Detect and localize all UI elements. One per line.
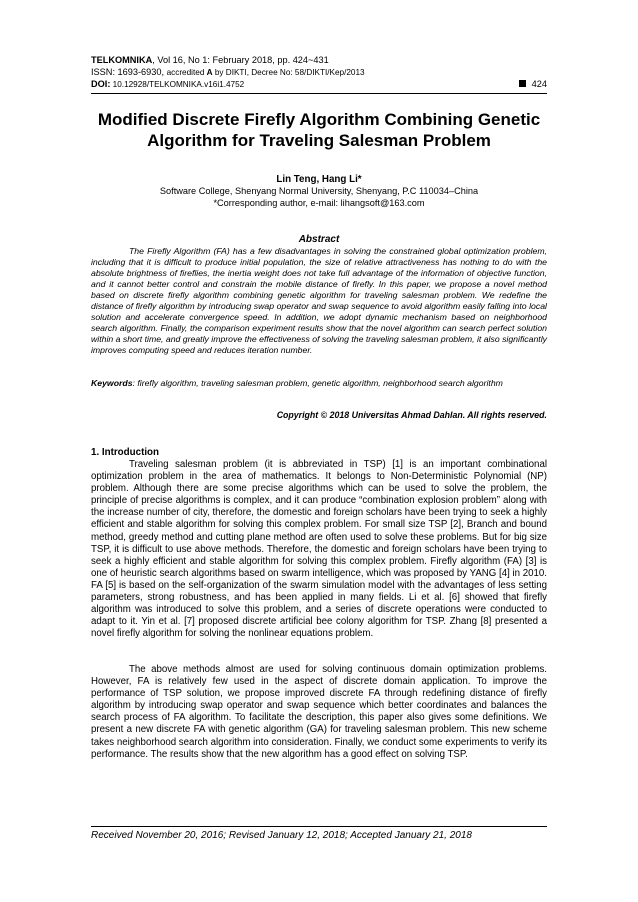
journal-name: TELKOMNIKA [91,55,153,65]
volume-info: , Vol 16, No 1: February 2018, pp. 424~431 [152,55,329,65]
keywords-label: Keywords [91,378,133,388]
doi-value: 10.12928/TELKOMNIKA.v16i1.4752 [110,80,245,89]
doi-line [91,79,547,90]
accredited-grade: A [206,68,213,77]
abstract-text: The Firefly Algorithm (FA) has a few disadvantages in solving the constrained global optimization problem, including that it is difficult to produce initial population, the size of relative attractiveness has nothing to do with the absolute brightness of fireflies, the inertia weight does not take full advantage of the information of objective function, and it cannot better control and constrain the mobile distance of firefly. In this paper, we propose a novel method based on discrete firefly algorithm combining genetic algorithm for traveling salesman problem. We redefine the distance of firefly algorithm by introducing swap operator and swap sequence to avoid algorithm easily falling into local solution and accelerate convergence speed. In addition, we adopt dynamic mechanism based on neighborhood search algorithm. Finally, the comparison experiment results show that the novel algorithm can search perfect solution within a short time, and greatly improve the effectiveness of solving the traveling salesman problem, it also significantly improves computing speed and reduces iteration number. [91,246,547,355]
accredited-label: accredited [166,68,207,77]
authors: Lin Teng, Hang Li* [276,174,362,185]
page-number-block [519,79,547,90]
square-bullet-icon [519,80,526,87]
section-heading-introduction: 1. Introduction [91,447,160,458]
abstract-heading: Abstract [298,234,340,245]
corresponding-author: *Corresponding author, e-mail: lihangsoft@163.com [213,197,425,208]
issn: ISSN: 1693-6930, [91,67,167,77]
issn-line [91,67,547,78]
intro-paragraph-1: Traveling salesman problem (it is abbreviated in TSP) [1] is an important combinational optimization problem in the area of mathematics. It belongs to Non-Deterministic Polynomial (NP) problem. Although there are some precise algorithms which can be used to solve the problem, the principle of precise algorithms is complex, and it can produce “combination explosion problem” along with the increase number of city, therefore, the domestic and foreign scholars have been trying to seek a highly efficient and stable algorithm for solving this complex problem. For small size TSP [2], Branch and bound method, greedy method and cutting plane method are often used to solve these problems. But for big size TSP, it is difficult to use above methods. Therefore, the domestic and foreign scholars have been trying to seek a highly efficient and stable algorithm for solving this complex problem. Firefly algorithm (FA) [3] is one of heuristic search algorithms based on swarm intelligence, which was proposed by YANG [4] in 2010. FA [5] is based on the self-organization of the swarm simulation model with the advantages of less setting parameters, strong robustness, and has been applied in many fields. Li et al. [6] showed that firefly algorithm was introduced to solve this problem, and a series of discrete operations were conducted to adapt to it. Yin et al. [7] proposed discrete artificial bee colony algorithm for TSP. Zhang [8] presented a novel firefly algorithm for solving the nonlinear equations problem. [91,459,547,640]
keywords-text: : firefly algorithm, traveling salesman problem, genetic algorithm, neighborhood search algorithm [132,378,503,388]
received-dates: Received November 20, 2016; Revised January 12, 2018; Accepted January 21, 2018 [91,830,472,841]
page-number: 424 [531,79,547,89]
journal-header-line [91,55,547,66]
paper-title: Modified Discrete Firefly Algorithm Combining Genetic Algorithm for Traveling Salesman Problem [97,110,541,150]
copyright-notice: Copyright © 2018 Universitas Ahmad Dahlan. All rights reserved. [276,410,547,420]
keywords [91,378,511,389]
header-rule [91,93,547,94]
footer-rule [91,826,547,827]
accredited-detail: by DIKTI, Decree No: 58/DIKTI/Kep/2013 [212,68,365,77]
intro-paragraph-2: The above methods almost are used for solving continuous domain optimization problems. However, FA is relatively few used in the aspect of discrete domain application. To improve the performance of TSP solution, we propose improved discrete FA through redefining distance of firefly algorithm by introducing swap operator and swap sequence which better coordinates and balances the search process of FA algorithm. To facilitate the description, this paper also gives some definitions. We present a new discrete FA with genetic algorithm (GA) for traveling salesman problem. This new scheme takes neighborhood search algorithm into consideration. Finally, we conduct some experiments to verify its performance. The results show that the new algorithm has a good effect on solving TSP. [91,664,547,760]
affiliation: Software College, Shenyang Normal University, Shenyang, P.C 110034–China [159,186,479,196]
doi-label: DOI: [91,79,111,89]
affiliation-block [91,186,547,209]
